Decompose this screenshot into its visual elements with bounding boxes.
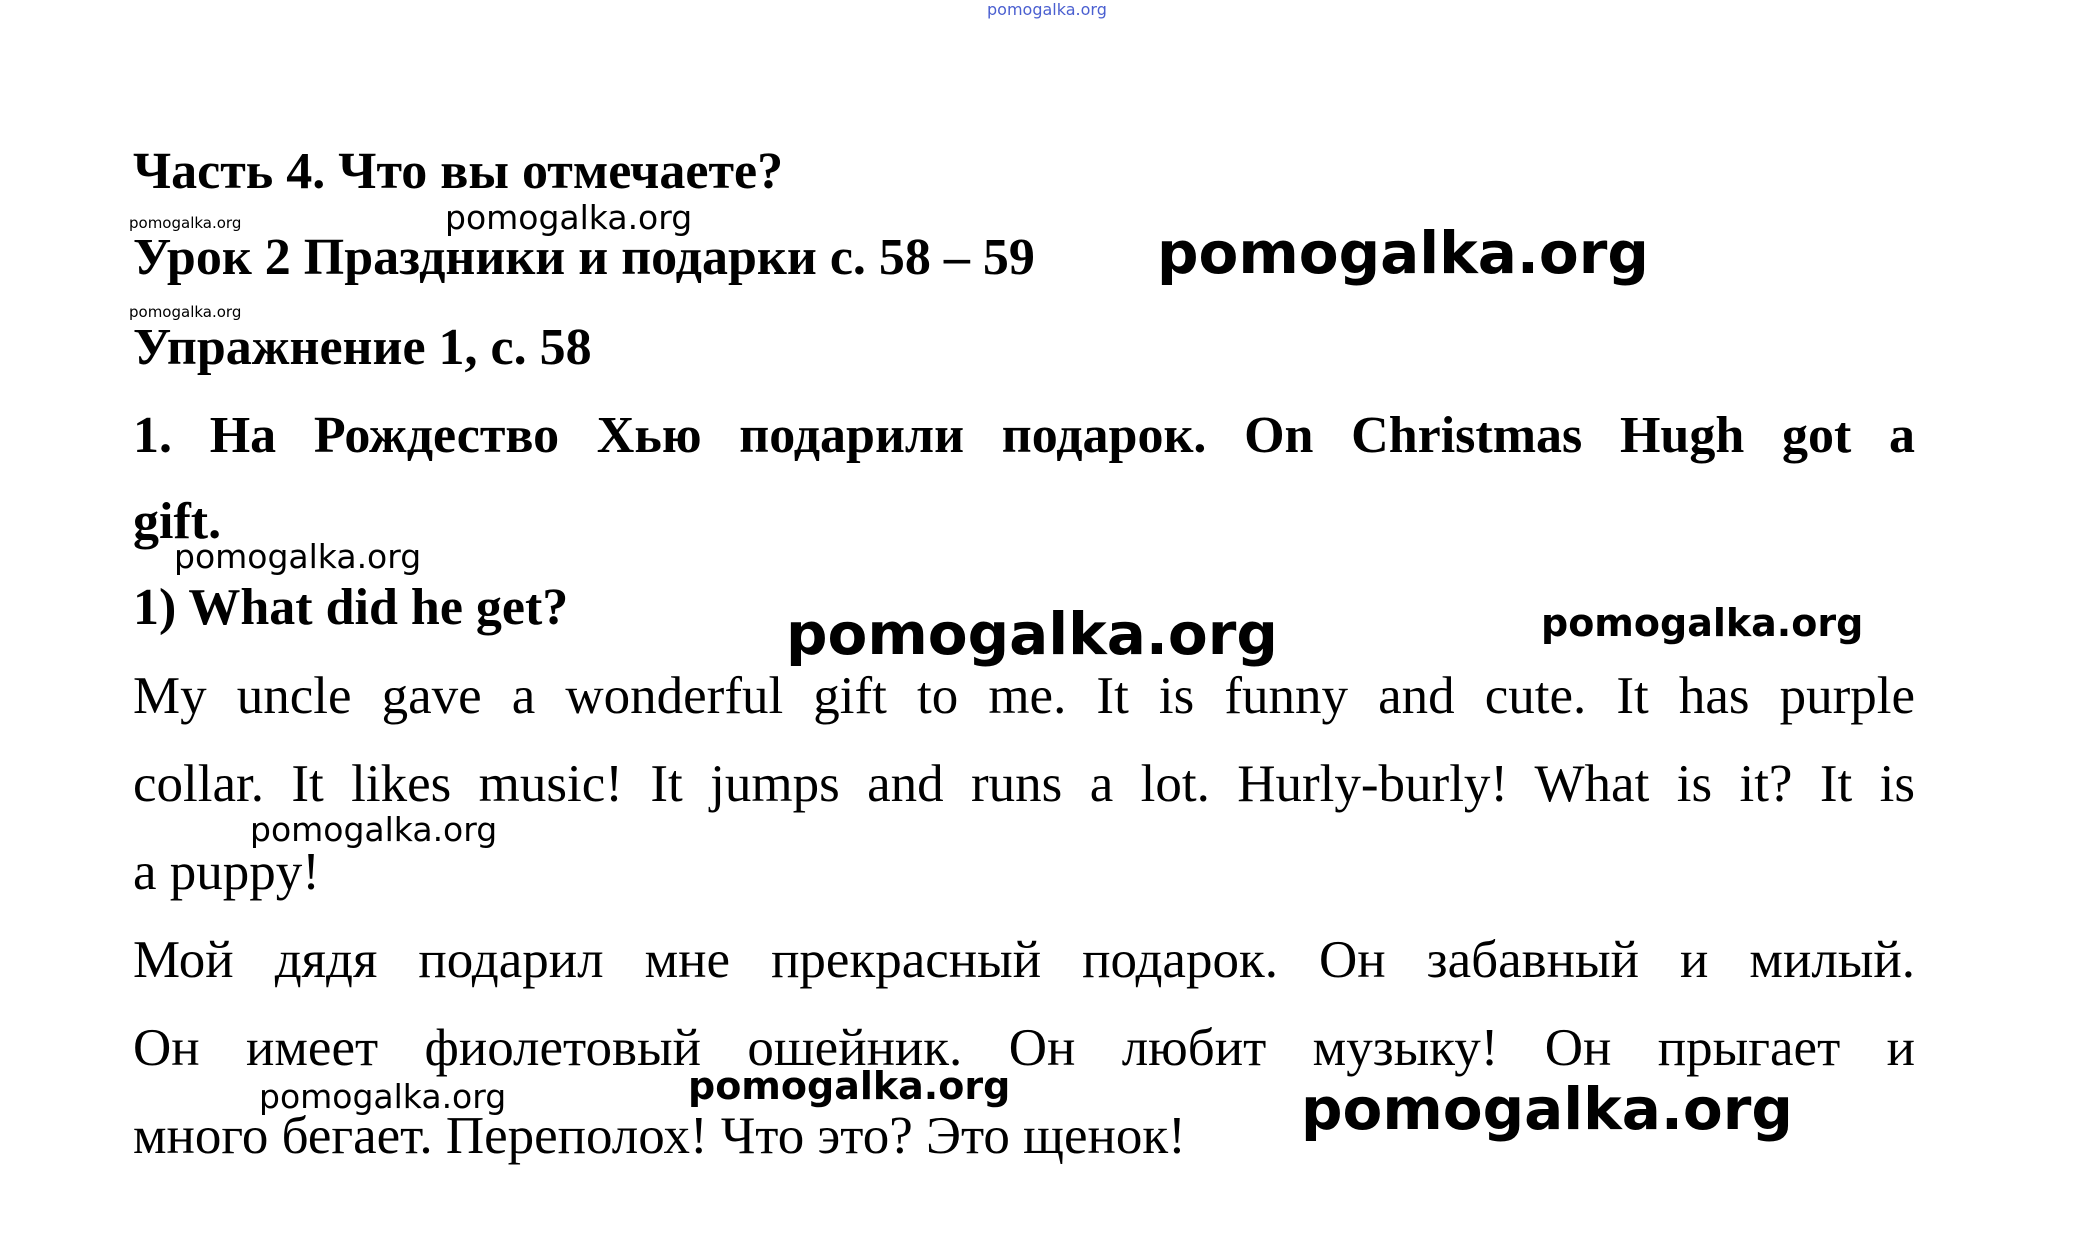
english-line-1: My uncle gave a wonderful gift to me. It is funny and cute. It has purple bbox=[133, 667, 1915, 725]
watermark: pomogalka.org bbox=[259, 1077, 507, 1116]
question: 1) What did he get? bbox=[133, 579, 569, 636]
task-line-1: 1. На Рождество Хью подарили подарок. On Christmas Hugh got a bbox=[133, 407, 1915, 464]
watermark: pomogalka.org bbox=[129, 214, 242, 232]
russian-line-3: много бегает. Переполох! Что это? Это щенок! bbox=[133, 1107, 1186, 1165]
watermark: pomogalka.org bbox=[129, 303, 242, 321]
russian-line-1: Мой дядя подарил мне прекрасный подарок. Он забавный и милый. bbox=[133, 931, 1915, 989]
watermark-top: pomogalka.org bbox=[987, 0, 1107, 19]
watermark: pomogalka.org bbox=[1541, 601, 1864, 645]
watermark: pomogalka.org bbox=[1157, 219, 1649, 287]
lesson-heading: Урок 2 Праздники и подарки с. 58 – 59 bbox=[133, 229, 1035, 286]
part-heading: Часть 4. Что вы отмечаете? bbox=[133, 143, 784, 200]
watermark: pomogalka.org bbox=[174, 537, 422, 576]
english-line-2: collar. It likes music! It jumps and runs a lot. Hurly-burly! What is it? It is bbox=[133, 755, 1915, 813]
exercise-heading: Упражнение 1, с. 58 bbox=[133, 319, 592, 376]
watermark: pomogalka.org bbox=[250, 810, 498, 849]
watermark: pomogalka.org bbox=[786, 600, 1278, 668]
task-line-2: gift. bbox=[133, 493, 222, 550]
russian-line-2: Он имеет фиолетовый ошейник. Он любит музыку! Он прыгает и bbox=[133, 1019, 1915, 1077]
watermark: pomogalka.org bbox=[688, 1064, 1011, 1108]
english-line-3: a puppy! bbox=[133, 843, 320, 901]
watermark: pomogalka.org bbox=[1301, 1075, 1793, 1143]
watermark: pomogalka.org bbox=[445, 198, 693, 237]
